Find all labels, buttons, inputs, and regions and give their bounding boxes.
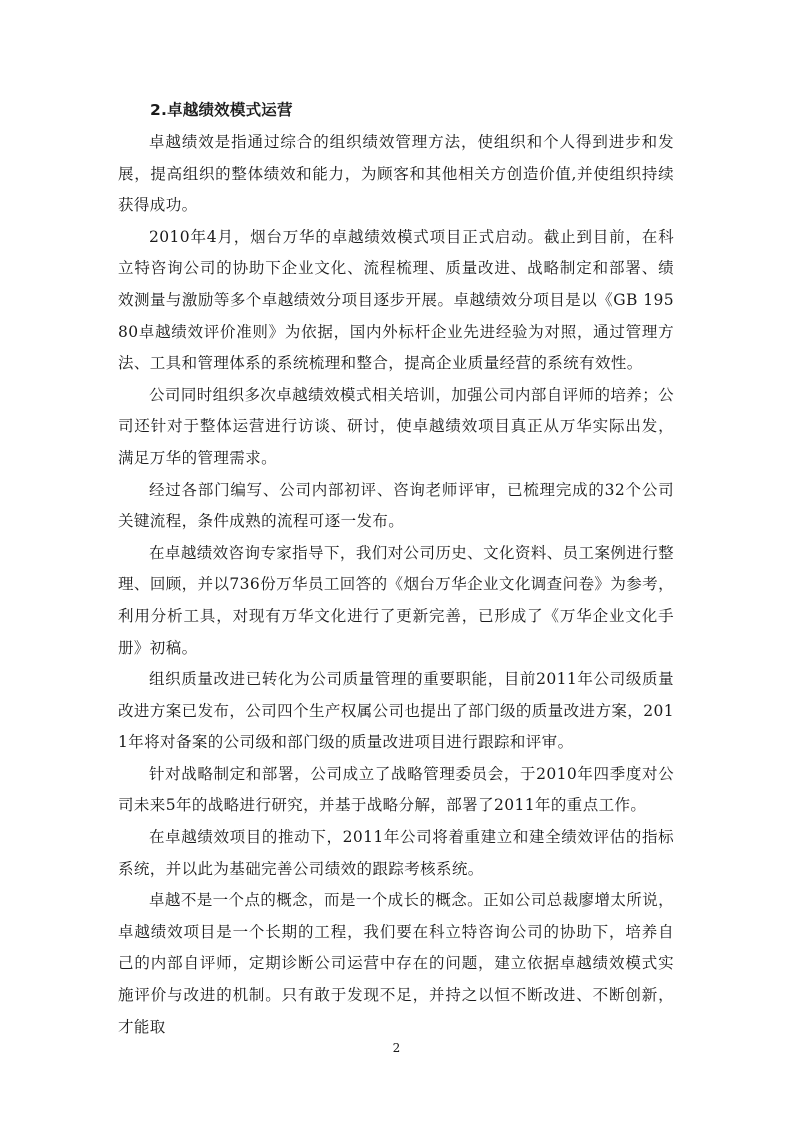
paragraph-culture-manual: 在卓越绩效咨询专家指导下，我们对公司历史、文化资料、员工案例进行整理、回顾，并以736份万华员工回答的《烟台万华企业文化调查问卷》为参考，利用分析工具，对现有万华文化进行了更新完善，已形成了《万华企业文化手册》初稿。 [118,543,674,657]
page-number: 2 [392,1041,401,1055]
section-heading: 2.卓越绩效模式运营 [150,101,293,119]
paragraph-process-review: 经过各部门编写、公司内部初评、咨询老师评审，已梳理完成的32个公司关键流程，条件成熟的流程可逐一发布。 [118,480,674,531]
paragraph-definition: 卓越绩效是指通过综合的组织绩效管理方法，使组织和个人得到进步和发展，提高组织的整体绩效和能力，为顾客和其他相关方创造价值,并使组织持续获得成功。 [118,133,674,215]
paragraph-strategy: 针对战略制定和部署，公司成立了战略管理委员会，于2010年四季度对公司未来5年的战略进行研究，并基于战略分解，部署了2011年的重点工作。 [118,764,674,815]
page-content [118,98,674,1043]
paragraph-quality-improvement: 组织质量改进已转化为公司质量管理的重要职能，目前2011年公司级质量改进方案已发布，公司四个生产权属公司也提出了部门级的质量改进方案，2011年将对备案的公司级和部门级的质量改进项目进行跟踪和评审。 [118,670,674,752]
paragraph-excellence-growth: 卓越不是一个点的概念，而是一个成长的概念。正如公司总裁廖增太所说，卓越绩效项目是一个长期的工程，我们要在科立特咨询公司的协助下，培养自己的内部自评师，定期诊断公司运营中存在的问题，建立依据卓越绩效模式实施评价与改进的机制。只有敢于发现不足，并持之以恒不断改进、不断创新，才能取 [118,891,674,1036]
paragraph-performance-system: 在卓越绩效项目的推动下，2011年公司将着重建立和建全绩效评估的指标系统，并以此为基础完善公司绩效的跟踪考核系统。 [118,828,674,878]
paragraph-training: 公司同时组织多次卓越绩效模式相关培训，加强公司内部自评师的培养；公司还针对于整体运营进行访谈、研讨，使卓越绩效项目真正从万华实际出发，满足万华的管理需求。 [118,385,674,467]
paragraph-project-launch: 2010年4月，烟台万华的卓越绩效模式项目正式启动。截止到目前，在科立特咨询公司的协助下企业文化、流程梳理、质量改进、战略制定和部署、绩效测量与激励等多个卓越绩效分项目逐步开展。卓越绩效分项目是以《GB 19580卓越绩效评价准则》为依据，国内外标杆企业先进经验为对照，通过管理方法、工具和管理体系的系统梳理和整合，提高企业质量经营的系统有效性。 [118,227,674,373]
